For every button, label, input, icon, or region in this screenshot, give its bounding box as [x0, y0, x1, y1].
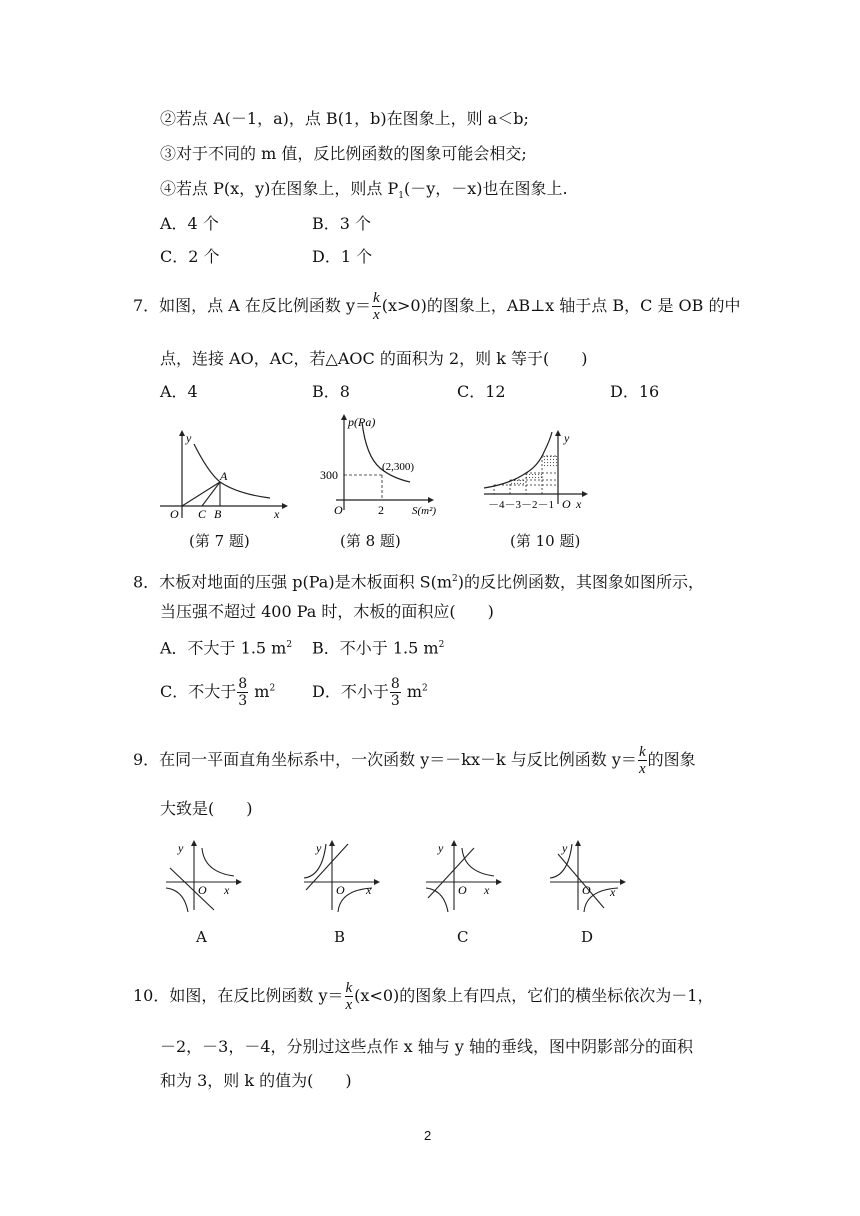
fig7-label-x: x: [274, 507, 280, 520]
fig7-caption: (第 7 题): [189, 532, 250, 550]
fig10-label-ticks: －4－3－2－1: [488, 499, 554, 511]
q7-option-c[interactable]: C．12: [457, 382, 506, 401]
q7-option-d[interactable]: D．16: [610, 382, 660, 401]
fig7-segment-ac: [202, 482, 220, 506]
svg-text:x: x: [224, 883, 230, 897]
svg-text:O: O: [336, 883, 345, 897]
q9-graph-d[interactable]: [548, 838, 628, 918]
figure-7: [158, 428, 288, 524]
figure-10: [480, 428, 592, 524]
q6-option-d[interactable]: D．1 个: [312, 247, 373, 266]
svg-text:x: x: [484, 883, 490, 897]
fig7-label-y: y: [186, 431, 192, 445]
fig8-label-point: (2,300): [382, 461, 415, 473]
q9-stem-line-1: 9．在同一平面直角坐标系中，一次函数 y＝－kx－k 与反比例函数 y＝ $\frac{k}{x}$ 的图象: [133, 744, 696, 777]
fig8-label-o: O: [334, 503, 343, 517]
q6-item-4: ④若点 P(x，y)在图象上，则点 $P_1(-y$，－x)也在图象上.: [160, 179, 568, 202]
q8-option-c[interactable]: C．不大于 $\frac{8}{3}$ $m^2$: [160, 676, 276, 709]
page-number: 2: [424, 1128, 432, 1143]
fig10-shade-2: [526, 473, 542, 480]
q8-option-d[interactable]: D．不小于 $\frac{8}{3}$ $m^2$: [312, 676, 428, 709]
q9-stem-line-2: 大致是( ): [160, 799, 253, 818]
q9-graph-b[interactable]: [302, 838, 382, 918]
fig7-curve: [194, 444, 270, 498]
q7-stem-line-2: 点，连接 AO，AC，若△AOC 的面积为 2，则 k 等于( ): [160, 349, 588, 368]
fig7-label-a: A: [220, 469, 228, 483]
fig7-label-o: O: [170, 507, 179, 520]
fig8-label-p: p(Pa): [348, 415, 376, 429]
q10-stem-line-1: 10．如图，在反比例函数 y＝ $\frac{k}{x}$ (x<0)的图象上有四点，它们的横坐标依次为－1，: [133, 980, 714, 1013]
q8-stem-line-2: 当压强不超过 400 Pa 时，木板的面积应( ): [160, 602, 494, 621]
q8-option-a[interactable]: A．不大于 1.5 $m^2$: [160, 638, 293, 658]
svg-text:O: O: [198, 883, 207, 897]
q8-option-b[interactable]: B．不小于 1.5 $m^2$: [312, 638, 445, 658]
q6-option-b[interactable]: B．3 个: [312, 214, 372, 233]
q10-stem-line-2: －2，－3，－4，分别过这些点作 x 轴与 y 轴的垂线，图中阴影部分的面积: [160, 1037, 693, 1056]
q9-choice-b[interactable]: B: [334, 928, 346, 946]
fig10-shade-1: [542, 456, 558, 468]
svg-text:O: O: [582, 883, 591, 897]
fig8-label-s: S(m²): [412, 505, 437, 517]
fig8-caption: (第 8 题): [340, 532, 401, 550]
q9-choice-c[interactable]: C: [457, 928, 469, 946]
q10-stem-line-3: 和为 3，则 k 的值为( ): [160, 1071, 352, 1090]
q6-option-a[interactable]: A．4 个: [160, 214, 219, 233]
fig8-label-300: 300: [320, 468, 338, 482]
fig10-label-o: O: [562, 497, 571, 511]
q7-option-a[interactable]: A．4: [160, 382, 198, 401]
fig7-label-b: B: [214, 507, 222, 520]
q9-graph-a[interactable]: [164, 838, 244, 918]
q6-item-3: ③对于不同的 m 值，反比例函数的图象可能会相交;: [160, 144, 527, 163]
svg-text:y: y: [562, 841, 568, 855]
figure-8: [318, 410, 454, 524]
svg-text:O: O: [458, 883, 467, 897]
fig8-label-2: 2: [378, 503, 384, 517]
q6-item-2: ②若点 A(－1，a)，点 B(1，b)在图象上，则 a＜b;: [160, 109, 529, 128]
q9-graph-c[interactable]: [424, 838, 504, 918]
fig8-curve: [362, 422, 410, 482]
q8-stem-line-1: 8．木板对地面的压强 p(Pa)是木板面积 $S(m^2)$的反比例函数，其图象如图所示，: [133, 572, 705, 592]
fig10-caption: (第 10 题): [510, 532, 581, 550]
fig7-label-c: C: [198, 507, 207, 520]
fig10-label-y: y: [564, 431, 570, 445]
q9-choice-a[interactable]: A: [196, 928, 207, 946]
fig7-segment-ao: [182, 482, 220, 506]
svg-text:x: x: [366, 883, 372, 897]
q6-option-c[interactable]: C．2 个: [160, 247, 220, 266]
svg-text:y: y: [178, 841, 184, 855]
svg-text:y: y: [438, 841, 444, 855]
q7-fraction: $\frac{k}{x}$: [373, 290, 380, 323]
svg-text:y: y: [316, 841, 322, 855]
svg-text:x: x: [610, 885, 616, 899]
fig10-label-x: x: [576, 497, 582, 511]
q7-stem-line-1: 7．如图，点 A 在反比例函数 y＝ $\frac{k}{x}$ (x>0)的图象上，AB⊥x 轴于点 B，C 是 OB 的中: [133, 290, 741, 323]
q7-option-b[interactable]: B．8: [312, 382, 350, 401]
q9-choice-d[interactable]: D: [581, 928, 594, 946]
